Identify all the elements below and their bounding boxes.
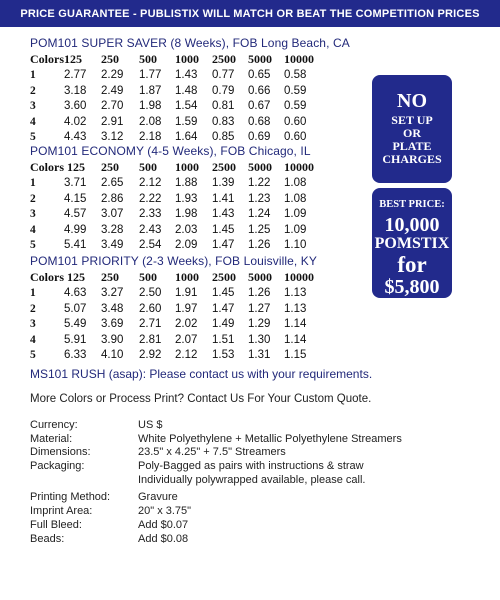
table-row — [30, 83, 324, 99]
price-cell: 0.85 — [212, 131, 235, 144]
price-table — [30, 52, 324, 145]
price-cell: 0.65 — [248, 69, 271, 82]
table-body — [30, 286, 324, 364]
spec-label: Material: — [30, 432, 73, 445]
price-cell: 1.47 — [212, 302, 235, 315]
price-cell: 2.12 — [139, 177, 162, 190]
col-header: Colors — [30, 52, 64, 67]
table-row — [30, 207, 324, 223]
table-row — [30, 68, 324, 84]
price-cell: 1.87 — [139, 84, 162, 97]
spec-value: Gravure — [138, 491, 178, 504]
row-label: 3 — [30, 318, 36, 331]
table-header-row — [30, 160, 324, 176]
price-cell: 3.07 — [101, 208, 124, 221]
spec-label: Packaging: — [30, 460, 85, 473]
price-cell: 1.23 — [248, 192, 271, 205]
no-setup-charges-badge — [372, 75, 452, 183]
price-cell: 0.68 — [248, 115, 271, 128]
price-cell: 2.81 — [139, 333, 162, 346]
price-cell: 1.15 — [284, 349, 307, 362]
col-header: 500 — [139, 52, 157, 67]
price-cell: 3.71 — [64, 177, 87, 190]
price-cell: 1.59 — [175, 115, 198, 128]
price-cell: 1.45 — [212, 223, 235, 236]
price-cell: 1.43 — [212, 208, 235, 221]
price-cell: 0.60 — [284, 115, 307, 128]
table-row — [30, 191, 324, 207]
price-cell: 2.03 — [175, 223, 198, 236]
col-header: 500 — [139, 270, 157, 285]
price-cell: 1.24 — [248, 208, 271, 221]
price-cell: 1.93 — [175, 192, 198, 205]
price-cell: 1.39 — [212, 177, 235, 190]
tier-title: POM101 ECONOMY (4-5 Weeks), FOB Chicago, IL — [30, 144, 311, 158]
col-header: 10000 — [284, 160, 314, 175]
table-row — [30, 114, 324, 130]
row-label: 5 — [30, 131, 36, 144]
tier-priority — [30, 254, 360, 363]
price-cell: 1.31 — [248, 349, 271, 362]
price-cell: 3.49 — [101, 239, 124, 252]
price-cell: 0.69 — [248, 131, 271, 144]
spec-label: Currency: — [30, 419, 78, 431]
row-label: 1 — [30, 177, 36, 190]
price-cell: 0.79 — [212, 84, 235, 97]
price-cell: 1.09 — [284, 208, 307, 221]
price-cell: 1.49 — [212, 318, 235, 331]
price-cell: 1.97 — [175, 302, 198, 315]
price-cell: 2.08 — [139, 115, 162, 128]
price-cell: 2.33 — [139, 208, 162, 221]
price-cell: 2.07 — [175, 333, 198, 346]
price-cell: 1.45 — [212, 287, 235, 300]
spec-label: Dimensions: — [30, 446, 91, 459]
price-cell: 3.48 — [101, 302, 124, 315]
price-cell: 1.98 — [175, 208, 198, 221]
col-header: 250 — [101, 52, 119, 67]
badge-line: POMSTIX — [374, 235, 450, 252]
col-header: 10000 — [284, 52, 314, 67]
price-cell: 1.08 — [284, 177, 307, 190]
price-cell: 4.02 — [64, 115, 87, 128]
tier-super-saver — [30, 36, 360, 145]
price-cell: 0.60 — [284, 131, 307, 144]
price-cell: 1.26 — [248, 287, 271, 300]
table-row — [30, 238, 324, 254]
price-cell: 1.88 — [175, 177, 198, 190]
price-cell: 4.15 — [64, 192, 87, 205]
price-guarantee-banner: PRICE GUARANTEE - PUBLISTIX WILL MATCH OR BEAT THE COMPETITION PRICES — [0, 0, 500, 27]
row-label: 1 — [30, 287, 36, 300]
price-cell: 2.77 — [64, 69, 87, 82]
price-cell: 3.18 — [64, 84, 87, 97]
badge-line: for — [397, 252, 427, 277]
price-cell: 1.41 — [212, 192, 235, 205]
table-row — [30, 176, 324, 192]
price-cell: 3.69 — [101, 318, 124, 331]
badge-line: CHARGES — [382, 152, 442, 166]
price-cell: 2.02 — [175, 318, 198, 331]
price-cell: 1.14 — [284, 333, 307, 346]
table-row — [30, 332, 324, 348]
price-cell: 1.64 — [175, 131, 198, 144]
price-cell: 1.13 — [284, 302, 307, 315]
row-label: 2 — [30, 84, 36, 97]
col-header: 5000 — [248, 160, 272, 175]
price-cell: 3.27 — [101, 287, 124, 300]
tier-title: POM101 PRIORITY (2-3 Weeks), FOB Louisville, KY — [30, 254, 318, 268]
price-cell: 4.63 — [64, 287, 87, 300]
row-label: 5 — [30, 349, 36, 362]
spec-label: Imprint Area: — [30, 505, 93, 518]
price-cell: 2.29 — [101, 69, 124, 82]
col-header: 125 — [64, 52, 82, 67]
price-cell: 4.43 — [64, 131, 87, 144]
price-cell: 0.66 — [248, 84, 271, 97]
price-cell: 3.12 — [101, 131, 124, 144]
row-label: 4 — [30, 223, 36, 236]
badge-line: BEST PRICE: — [379, 199, 445, 210]
table-body — [30, 176, 324, 254]
price-cell: 1.22 — [248, 177, 271, 190]
badge-line: NO — [397, 90, 427, 112]
col-header: 250 — [101, 270, 119, 285]
price-cell: 2.86 — [101, 192, 124, 205]
badge-line: 10,000 — [384, 214, 440, 236]
badge-line: OR — [403, 126, 421, 140]
price-cell: 1.47 — [212, 239, 235, 252]
col-header: 1000 — [175, 160, 199, 175]
price-cell: 1.25 — [248, 223, 271, 236]
table-row — [30, 317, 324, 333]
table-body — [30, 68, 324, 146]
best-price-badge — [372, 188, 452, 298]
row-label: 3 — [30, 100, 36, 113]
price-cell: 0.59 — [284, 100, 307, 113]
table-row — [30, 301, 324, 317]
col-header: 500 — [139, 160, 157, 175]
price-cell: 2.60 — [139, 302, 162, 315]
col-header: 2500 — [212, 52, 236, 67]
price-cell: 2.22 — [139, 192, 162, 205]
table-row — [30, 348, 324, 364]
spec-value: US $ — [138, 419, 163, 431]
spec-value: Individually polywrapped available, please call. — [138, 473, 366, 486]
row-label: 3 — [30, 208, 36, 221]
price-cell: 6.33 — [64, 349, 87, 362]
spec-label: Printing Method: — [30, 491, 111, 504]
price-cell: 0.59 — [284, 84, 307, 97]
row-label: 5 — [30, 239, 36, 252]
price-cell: 4.10 — [101, 349, 124, 362]
col-header: 5000 — [248, 52, 272, 67]
price-cell: 2.09 — [175, 239, 198, 252]
rush-note: MS101 RUSH (asap): Please contact us with your requirements. — [30, 367, 373, 381]
price-cell: 1.27 — [248, 302, 271, 315]
row-label: 4 — [30, 333, 36, 346]
price-cell: 2.92 — [139, 349, 162, 362]
badge-line: SET UP — [391, 113, 433, 127]
price-cell: 1.08 — [284, 192, 307, 205]
price-cell: 1.30 — [248, 333, 271, 346]
col-header: 2500 — [212, 160, 236, 175]
price-cell: 2.50 — [139, 287, 162, 300]
row-label: 4 — [30, 115, 36, 128]
price-cell: 2.71 — [139, 318, 162, 331]
price-cell: 1.14 — [284, 318, 307, 331]
price-cell: 4.99 — [64, 223, 87, 236]
tier-economy — [30, 144, 360, 253]
row-label: 1 — [30, 69, 36, 82]
price-cell: 3.90 — [101, 333, 124, 346]
table-row — [30, 222, 324, 238]
price-cell: 1.53 — [212, 349, 235, 362]
price-table — [30, 160, 324, 253]
price-cell: 5.07 — [64, 302, 87, 315]
spec-value: 23.5" x 4.25" + 7.5" Streamers — [138, 446, 286, 459]
price-cell: 1.09 — [284, 223, 307, 236]
price-cell: 1.43 — [175, 69, 198, 82]
price-cell: 2.43 — [139, 223, 162, 236]
row-label: 2 — [30, 192, 36, 205]
price-cell: 1.54 — [175, 100, 198, 113]
spec-label: Beads: — [30, 532, 65, 545]
price-cell: 1.98 — [139, 100, 162, 113]
price-cell: 2.49 — [101, 84, 124, 97]
spec-value: Add $0.08 — [138, 532, 189, 545]
table-header-row — [30, 270, 324, 286]
price-cell: 2.91 — [101, 115, 124, 128]
table-header-row — [30, 52, 324, 68]
col-header: 1000 — [175, 52, 199, 67]
col-header: 1000 — [175, 270, 199, 285]
col-header: 10000 — [284, 270, 314, 285]
price-cell: 2.65 — [101, 177, 124, 190]
price-cell: 0.83 — [212, 115, 235, 128]
col-header: Colors 125 — [30, 160, 85, 175]
table-row — [30, 99, 324, 115]
price-cell: 1.26 — [248, 239, 271, 252]
price-table — [30, 270, 324, 363]
row-label: 2 — [30, 302, 36, 315]
price-cell: 1.91 — [175, 287, 198, 300]
price-cell: 5.49 — [64, 318, 87, 331]
price-cell: 1.77 — [139, 69, 162, 82]
badge-line: PLATE — [392, 139, 432, 153]
custom-quote-note: More Colors or Process Print? Contact Us For Your Custom Quote. — [30, 393, 372, 405]
price-cell: 5.91 — [64, 333, 87, 346]
price-cell: 2.70 — [101, 100, 124, 113]
spec-value: Add $0.07 — [138, 518, 189, 531]
price-cell: 3.60 — [64, 100, 87, 113]
col-header: 250 — [101, 160, 119, 175]
tier-title: POM101 SUPER SAVER (8 Weeks), FOB Long Beach, CA — [30, 36, 350, 50]
price-cell: 1.10 — [284, 239, 307, 252]
table-row — [30, 130, 324, 146]
price-cell: 4.57 — [64, 208, 87, 221]
badge-line: $5,800 — [384, 276, 440, 298]
price-cell: 0.81 — [212, 100, 235, 113]
col-header: 2500 — [212, 270, 236, 285]
price-cell: 2.18 — [139, 131, 162, 144]
price-cell: 1.29 — [248, 318, 271, 331]
price-cell: 1.13 — [284, 287, 307, 300]
spec-value: Poly-Bagged as pairs with instructions & straw — [138, 460, 364, 473]
price-cell: 2.54 — [139, 239, 162, 252]
spec-value: 20" x 3.75" — [138, 505, 192, 518]
spec-value: White Polyethylene + Metallic Polyethylene Streamers — [138, 432, 402, 445]
table-row — [30, 286, 324, 302]
price-cell: 2.12 — [175, 349, 198, 362]
price-cell: 0.58 — [284, 69, 307, 82]
price-cell: 3.28 — [101, 223, 124, 236]
price-cell: 0.67 — [248, 100, 271, 113]
price-cell: 1.51 — [212, 333, 235, 346]
price-cell: 0.77 — [212, 69, 235, 82]
price-cell: 5.41 — [64, 239, 87, 252]
col-header: 5000 — [248, 270, 272, 285]
col-header: Colors 125 — [30, 270, 85, 285]
price-cell: 1.48 — [175, 84, 198, 97]
spec-label: Full Bleed: — [30, 518, 82, 531]
